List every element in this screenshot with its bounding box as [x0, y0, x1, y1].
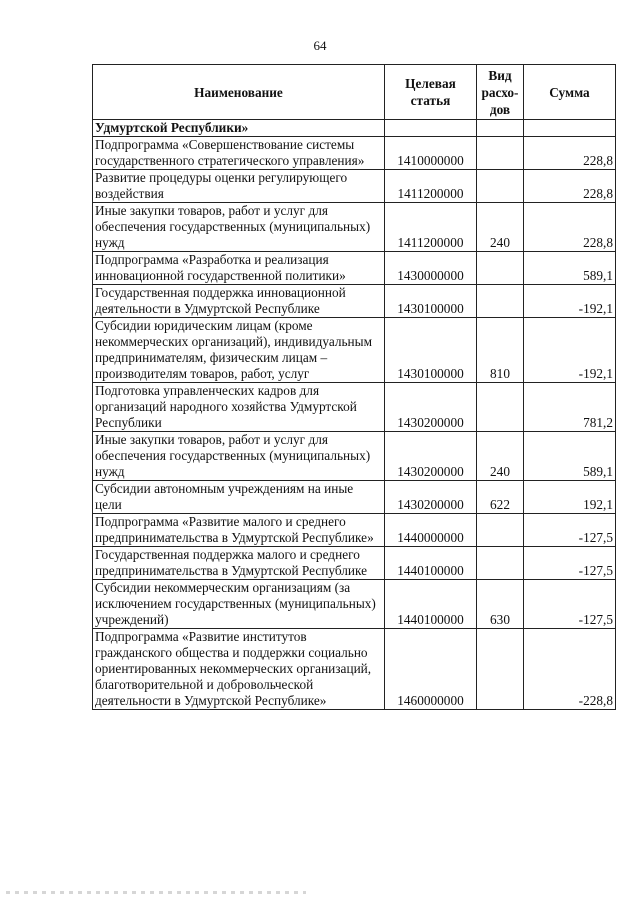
cell-kind — [477, 629, 524, 710]
scan-artifact — [6, 891, 306, 894]
cell-kind — [477, 120, 524, 137]
cell-code: 1411200000 — [385, 170, 477, 203]
cell-code — [385, 120, 477, 137]
cell-sum: 228,8 — [524, 170, 616, 203]
cell-sum — [524, 120, 616, 137]
cell-sum: -228,8 — [524, 629, 616, 710]
cell-code: 1440100000 — [385, 547, 477, 580]
cell-sum: 228,8 — [524, 137, 616, 170]
header-kind: Вид расхо-дов — [477, 65, 524, 120]
cell-code: 1410000000 — [385, 137, 477, 170]
cell-sum: -127,5 — [524, 514, 616, 547]
cell-kind — [477, 170, 524, 203]
table-row — [93, 547, 616, 580]
cell-name: Подготовка управленческих кадров для организаций народного хозяйства Удмуртской Республики — [93, 383, 385, 432]
cell-name: Иные закупки товаров, работ и услуг для обеспечения государственных (муниципальных) нужд — [93, 432, 385, 481]
cell-code: 1430200000 — [385, 432, 477, 481]
cell-code: 1430100000 — [385, 318, 477, 383]
table-row — [93, 629, 616, 710]
cell-kind: 240 — [477, 203, 524, 252]
cell-name: Подпрограмма «Развитие малого и среднего предпринимательства в Удмуртской Республике» — [93, 514, 385, 547]
cell-code: 1430000000 — [385, 252, 477, 285]
cell-code: 1440100000 — [385, 580, 477, 629]
cell-name: Государственная поддержка инновационной деятельности в Удмуртской Республике — [93, 285, 385, 318]
cell-name: Государственная поддержка малого и среднего предпринимательства в Удмуртской Республике — [93, 547, 385, 580]
cell-sum: 781,2 — [524, 383, 616, 432]
table-row — [93, 137, 616, 170]
table-row — [93, 203, 616, 252]
table-row — [93, 432, 616, 481]
cell-kind: 622 — [477, 481, 524, 514]
cell-name: Удмуртской Республики» — [93, 120, 385, 137]
table-row — [93, 318, 616, 383]
page-number: 64 — [313, 38, 327, 53]
cell-sum: -127,5 — [524, 580, 616, 629]
cell-kind — [477, 383, 524, 432]
cell-name: Субсидии некоммерческим организациям (за исключением государственных (муниципальных) учреждений) — [93, 580, 385, 629]
cell-code: 1440000000 — [385, 514, 477, 547]
table-body — [93, 120, 616, 710]
cell-name: Развитие процедуры оценки регулирующего воздействия — [93, 170, 385, 203]
cell-sum: 192,1 — [524, 481, 616, 514]
table-header-row — [93, 65, 616, 120]
cell-kind — [477, 285, 524, 318]
cell-name: Субсидии юридическим лицам (кроме некоммерческих организаций), индивидуальным предпринимателям, физическим лицам – производителям товаров, работ, услуг — [93, 318, 385, 383]
cell-name: Подпрограмма «Развитие институтов гражданского общества и поддержки социально ориентированных некоммерческих организаций, благотворительной и добровольческой деятельности в Удмуртской Республике» — [93, 629, 385, 710]
cell-code: 1430200000 — [385, 481, 477, 514]
table-row — [93, 514, 616, 547]
cell-kind — [477, 547, 524, 580]
cell-sum: -192,1 — [524, 318, 616, 383]
cell-kind: 810 — [477, 318, 524, 383]
cell-sum: 228,8 — [524, 203, 616, 252]
header-code: Целевая статья — [385, 65, 477, 120]
cell-kind — [477, 252, 524, 285]
cell-sum: -192,1 — [524, 285, 616, 318]
table-row — [93, 170, 616, 203]
cell-code: 1460000000 — [385, 629, 477, 710]
cell-name: Иные закупки товаров, работ и услуг для обеспечения государственных (муниципальных) нужд — [93, 203, 385, 252]
cell-kind — [477, 137, 524, 170]
cell-code: 1430200000 — [385, 383, 477, 432]
header-name: Наименование — [93, 65, 385, 120]
header-sum: Сумма — [524, 65, 616, 120]
cell-kind: 240 — [477, 432, 524, 481]
cell-kind — [477, 514, 524, 547]
cell-name: Субсидии автономным учреждениям на иные цели — [93, 481, 385, 514]
cell-sum: -127,5 — [524, 547, 616, 580]
cell-name: Подпрограмма «Разработка и реализация инновационной государственной политики» — [93, 252, 385, 285]
table-row — [93, 580, 616, 629]
table-row — [93, 285, 616, 318]
cell-sum: 589,1 — [524, 432, 616, 481]
table-row — [93, 383, 616, 432]
table-row — [93, 252, 616, 285]
cell-kind: 630 — [477, 580, 524, 629]
cell-name: Подпрограмма «Совершенствование системы государственного стратегического управления» — [93, 137, 385, 170]
cell-code: 1430100000 — [385, 285, 477, 318]
cell-sum: 589,1 — [524, 252, 616, 285]
cell-code: 1411200000 — [385, 203, 477, 252]
budget-table — [92, 64, 616, 710]
table-row — [93, 481, 616, 514]
table-row — [93, 120, 616, 137]
